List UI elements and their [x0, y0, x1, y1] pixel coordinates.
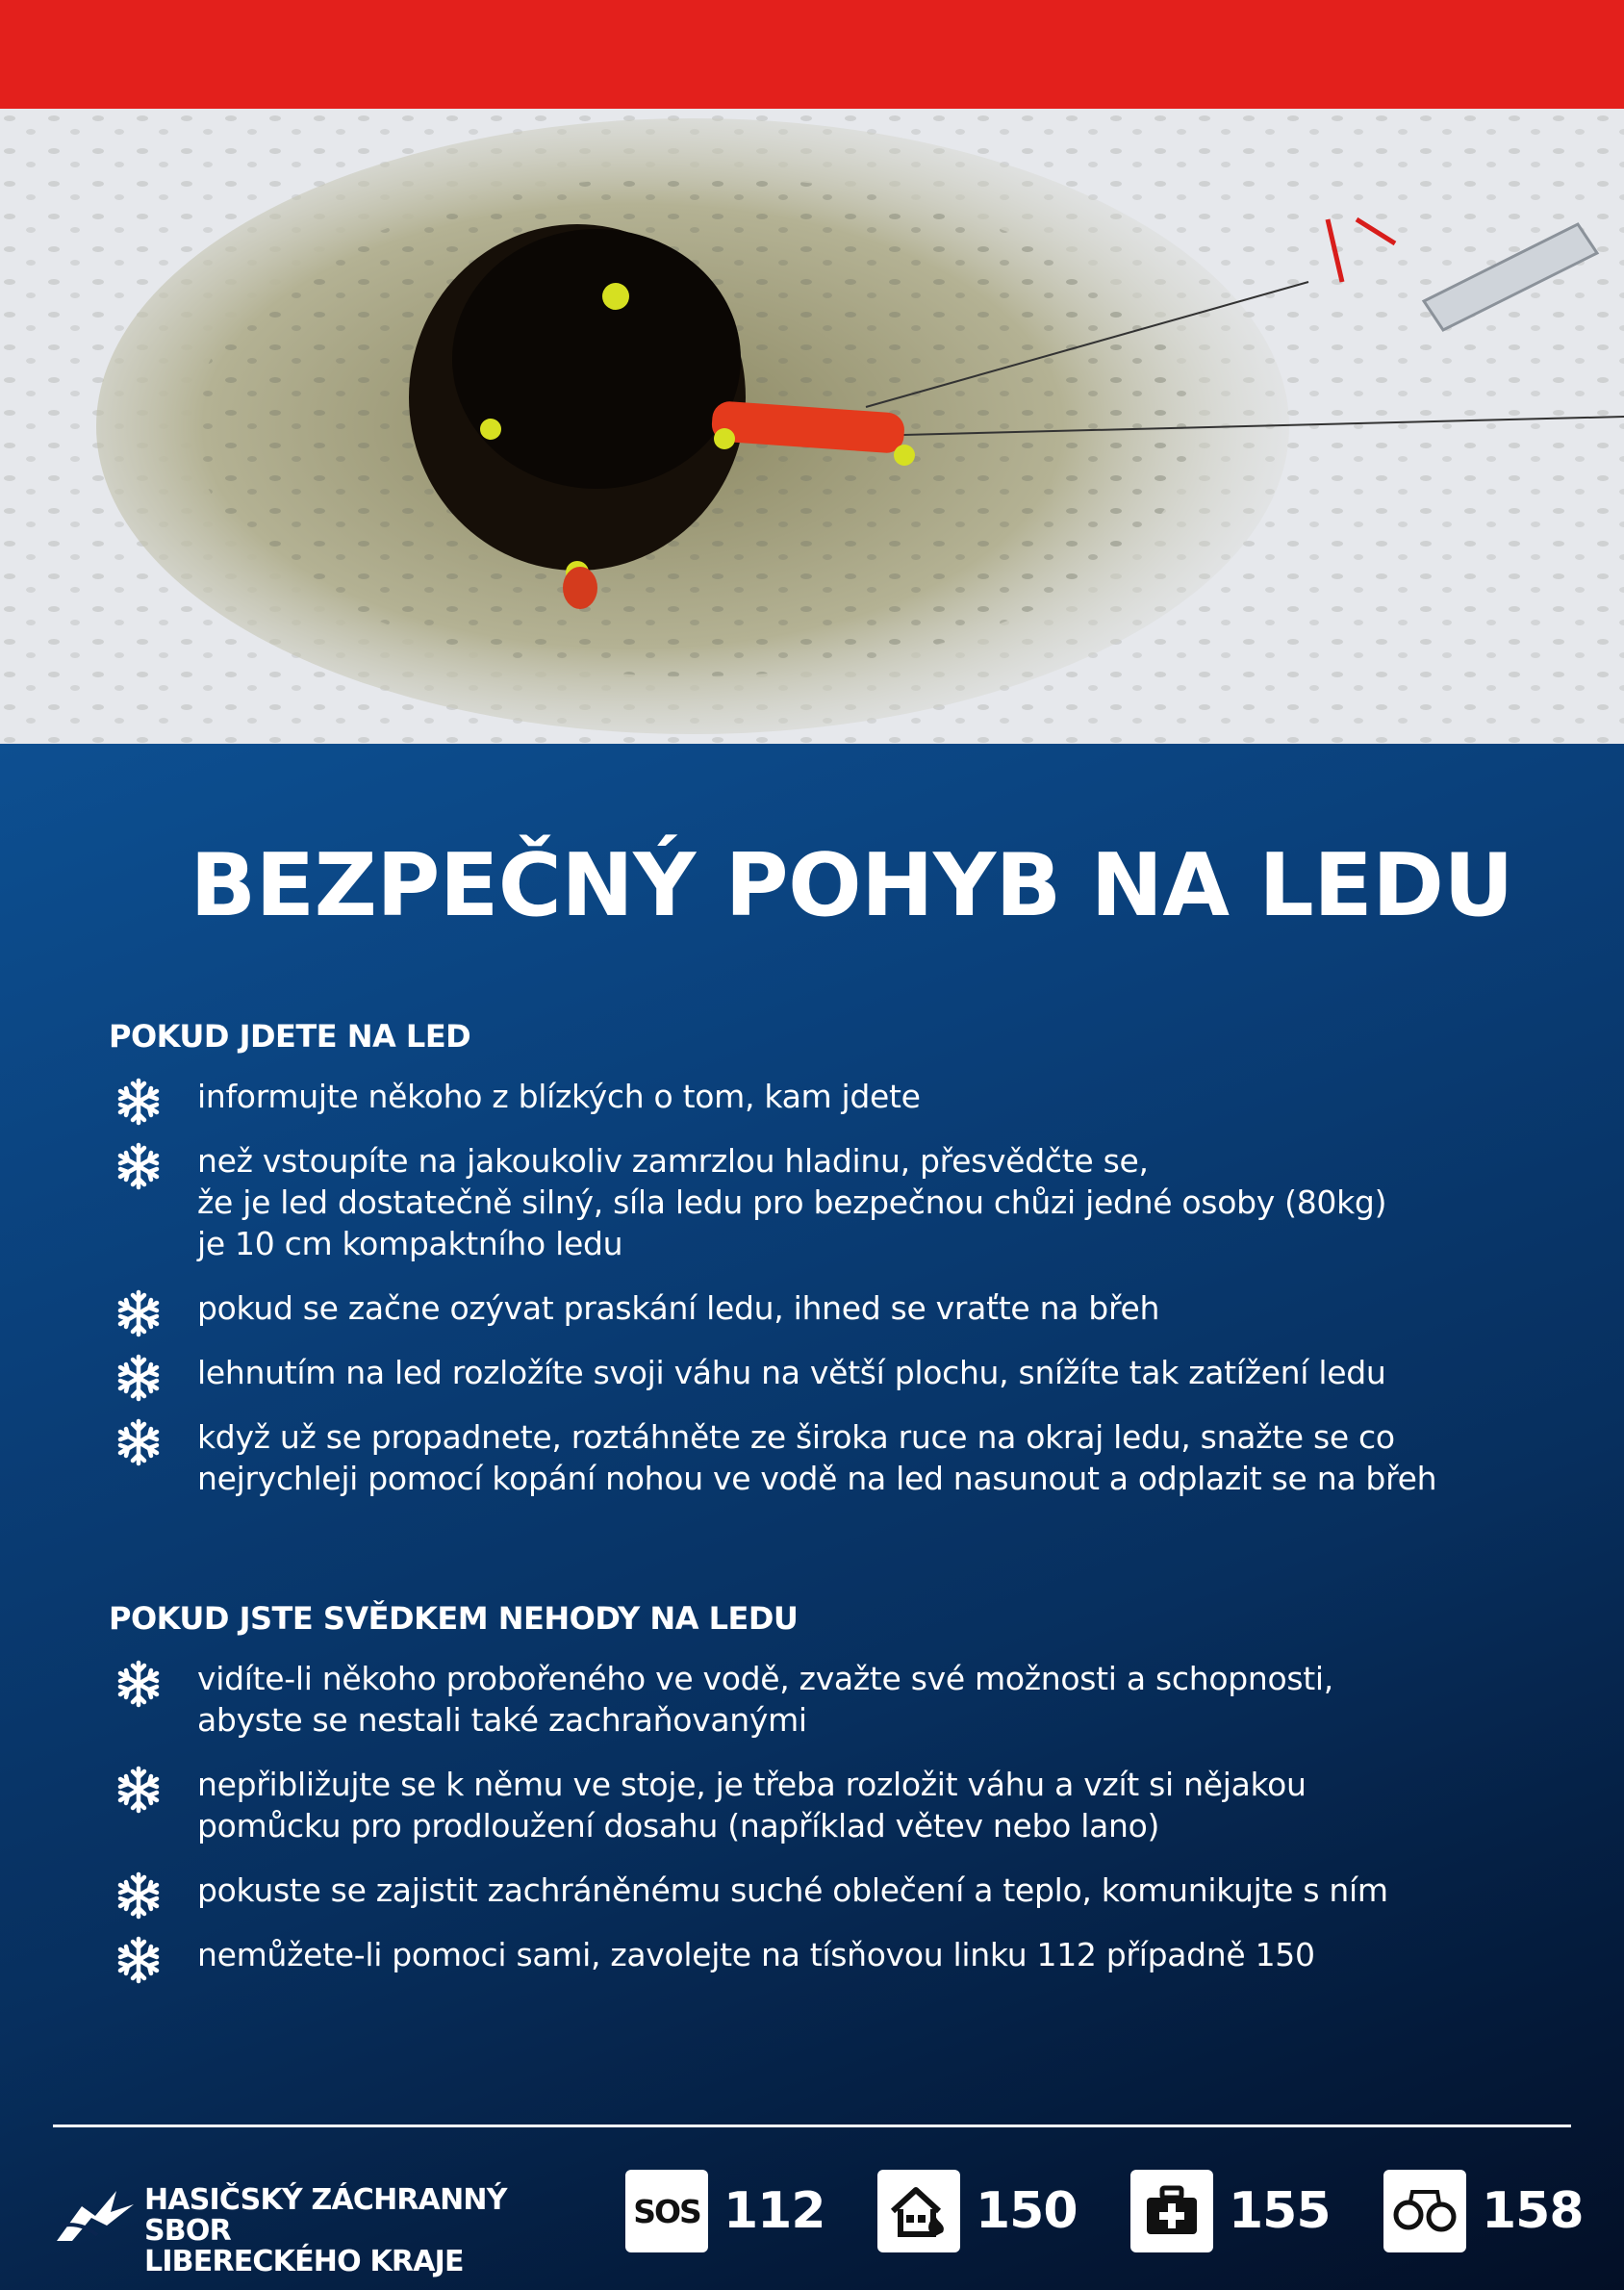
footer-divider — [53, 2125, 1571, 2127]
top-red-bar — [0, 0, 1624, 109]
info-panel — [0, 744, 1624, 2290]
list-item — [109, 1870, 1533, 1911]
medical-kit-icon — [1130, 2170, 1213, 2252]
fire-rescue-logo — [53, 2177, 563, 2278]
snowflake-icon — [114, 1936, 163, 1984]
emergency-number-medical — [1130, 2168, 1331, 2254]
snowflake-icon — [114, 1354, 163, 1402]
list-item — [109, 1352, 1533, 1393]
org-name-line1: HASIČSKÝ ZÁCHRANNÝ SBOR — [144, 2183, 507, 2248]
snowflake-icon — [114, 1289, 163, 1337]
section-witness-accident — [109, 1600, 1533, 1998]
list-item-text: vidíte-li někoho probořeného ve vodě, zvažte své možnosti a schopnosti, abyste se nestali také zachraňovanými — [197, 1660, 1333, 1739]
emergency-number-sos — [625, 2168, 825, 2254]
list-item-text: pokuste se zajistit zachráněnému suché oblečení a teplo, komunikujte s ním — [197, 1871, 1388, 1909]
page-title: BEZPEČNÝ POHYB NA LEDU — [190, 835, 1513, 936]
section-heading: POKUD JDETE NA LED — [109, 1018, 471, 1055]
emergency-number: 158 — [1482, 2182, 1584, 2240]
list-item — [109, 1658, 1533, 1741]
list-item — [109, 1416, 1533, 1499]
section-going-on-ice — [109, 1018, 1533, 1522]
snowflake-icon — [114, 1418, 163, 1466]
list-item — [109, 1764, 1533, 1846]
emergency-number: 150 — [976, 2182, 1078, 2240]
list-item-text: informujte někoho z blízkých o tom, kam jdete — [197, 1078, 921, 1115]
org-name-line2: LIBERECKÉHO KRAJE — [144, 2245, 464, 2278]
emergency-number: 112 — [723, 2182, 825, 2240]
list-item — [109, 1140, 1533, 1264]
list-item-text: nepřibližujte se k němu ve stoje, je třeba rozložit váhu a vzít si nějakou pomůcku pro prodloužení dosahu (například větev nebo lano) — [197, 1766, 1307, 1845]
snowflake-icon — [114, 1660, 163, 1708]
fire-house-icon — [877, 2170, 960, 2252]
list-item — [109, 1287, 1533, 1329]
list-item-text: když už se propadnete, roztáhněte ze široka ruce na okraj ledu, snažte se co nejrychleji pomocí kopání nohou ve vodě na led nasunout a odplazit se na břeh — [197, 1418, 1437, 1497]
fire-rescue-emblem-icon — [53, 2187, 138, 2245]
snowflake-icon — [114, 1871, 163, 1920]
emergency-number: 155 — [1229, 2182, 1331, 2240]
emergency-number-police — [1383, 2168, 1584, 2254]
sos-icon: SOS — [625, 2170, 708, 2252]
list-item-text: pokud se začne ozývat praskání ledu, ihned se vraťte na břeh — [197, 1289, 1160, 1327]
snowflake-icon — [114, 1766, 163, 1814]
list-item-text: lehnutím na led rozložíte svoji váhu na větší plochu, snížíte tak zatížení ledu — [197, 1354, 1386, 1391]
section-heading: POKUD JSTE SVĚDKEM NEHODY NA LEDU — [109, 1600, 799, 1637]
snowflake-icon — [114, 1142, 163, 1190]
list-item — [109, 1076, 1533, 1117]
snowflake-icon — [114, 1078, 163, 1126]
handcuffs-icon — [1383, 2170, 1466, 2252]
list-item-text: nemůžete-li pomoci sami, zavolejte na tísňovou linku 112 případně 150 — [197, 1936, 1315, 1973]
emergency-number-fire — [877, 2168, 1078, 2254]
list-item-text: než vstoupíte na jakoukoliv zamrzlou hladinu, přesvědčte se, že je led dostatečně silný, síla ledu pro bezpečnou chůzi jedné osoby (80kg) je 10 cm kompaktního ledu — [197, 1142, 1387, 1262]
ice-rescue-photo — [0, 109, 1624, 744]
list-item — [109, 1934, 1533, 1975]
